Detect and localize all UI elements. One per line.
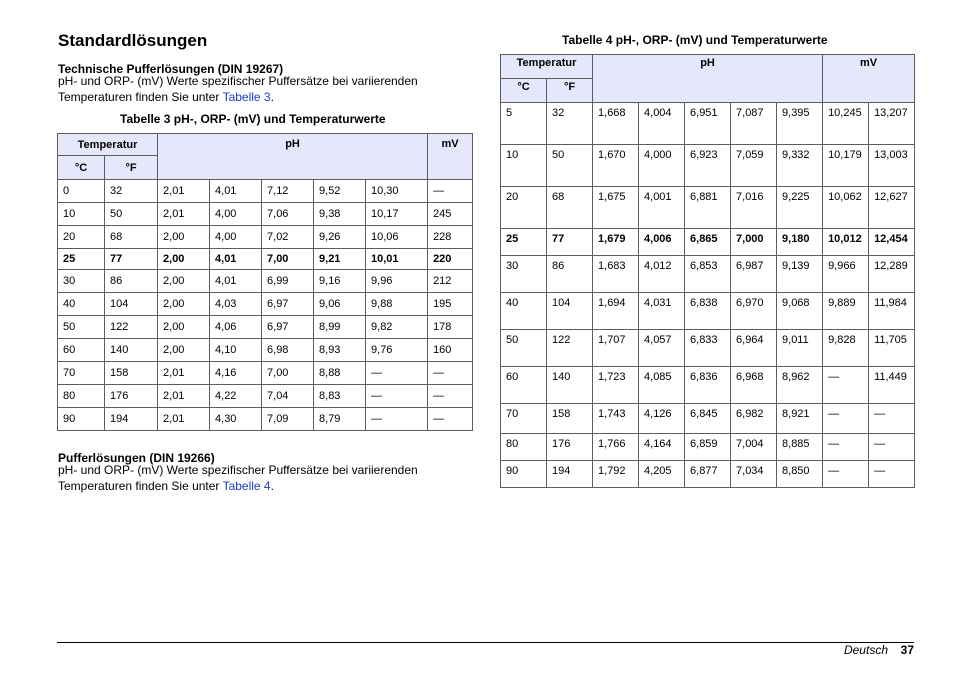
section-heading-buffers: Pufferlösungen (DIN 19266) <box>58 451 215 465</box>
table-cell: 6,982 <box>731 404 777 434</box>
table-row <box>58 339 473 362</box>
table-cell: 4,16 <box>210 362 262 385</box>
table-cell: 6,923 <box>685 145 731 187</box>
table-cell: 4,205 <box>639 461 685 488</box>
table-cell: 4,126 <box>639 404 685 434</box>
table-cell: — <box>823 367 869 404</box>
table-cell: 7,09 <box>262 408 314 431</box>
table-cell: 6,99 <box>262 270 314 293</box>
table-cell: 140 <box>105 339 158 362</box>
table-cell: 11,449 <box>869 367 915 404</box>
table-cell: 176 <box>547 434 593 461</box>
table-cell: — <box>869 434 915 461</box>
table-cell: 9,068 <box>777 293 823 330</box>
table-cell: 9,332 <box>777 145 823 187</box>
table-cell: 7,034 <box>731 461 777 488</box>
table-cell: 4,03 <box>210 293 262 316</box>
table-cell: 7,12 <box>262 180 314 203</box>
table-cell: 68 <box>105 226 158 249</box>
table-row <box>58 385 473 408</box>
footer-language: Deutsch <box>843 643 888 657</box>
table-row <box>501 367 915 404</box>
header-temperature: Temperatur <box>58 134 158 156</box>
table-cell: 6,970 <box>731 293 777 330</box>
table-cell: 1,792 <box>593 461 639 488</box>
table-cell: 2,00 <box>158 226 210 249</box>
link-table-4[interactable]: Tabelle 4 <box>222 478 271 493</box>
table-cell: 6,865 <box>685 229 731 256</box>
table-cell: 6,877 <box>685 461 731 488</box>
table-cell: 12,289 <box>869 256 915 293</box>
table-cell: 4,000 <box>639 145 685 187</box>
table-cell: 32 <box>105 180 158 203</box>
table-cell: 9,16 <box>314 270 366 293</box>
table-cell: 77 <box>547 229 593 256</box>
table-cell: 7,04 <box>262 385 314 408</box>
table-row <box>501 293 915 330</box>
table-cell: 70 <box>501 404 547 434</box>
table-cell: 60 <box>501 367 547 404</box>
table-cell: 6,881 <box>685 187 731 229</box>
table-cell: 50 <box>105 203 158 226</box>
table-cell: 1,723 <box>593 367 639 404</box>
table-cell: 6,97 <box>262 316 314 339</box>
table-cell: 4,012 <box>639 256 685 293</box>
table-cell: — <box>869 461 915 488</box>
table-cell: 80 <box>58 385 105 408</box>
table-cell: 6,951 <box>685 103 731 145</box>
table-cell: 8,885 <box>777 434 823 461</box>
table-cell: 7,016 <box>731 187 777 229</box>
table-4-body <box>501 103 915 488</box>
table-cell: 178 <box>428 316 473 339</box>
table-cell: 30 <box>501 256 547 293</box>
table-cell: 4,30 <box>210 408 262 431</box>
table-cell: 5 <box>501 103 547 145</box>
table-cell: — <box>428 362 473 385</box>
table-4-caption: Tabelle 4 pH-, ORP- (mV) und Temperaturwerte <box>562 33 828 47</box>
table-cell: 1,683 <box>593 256 639 293</box>
table-cell: 80 <box>501 434 547 461</box>
header-ph: pH <box>593 55 823 103</box>
table-cell: 4,00 <box>210 203 262 226</box>
table-cell: 8,88 <box>314 362 366 385</box>
table-cell: 0 <box>58 180 105 203</box>
table-cell: 13,003 <box>869 145 915 187</box>
table-row <box>501 461 915 488</box>
table-cell: 104 <box>105 293 158 316</box>
table-cell: 8,921 <box>777 404 823 434</box>
table-cell: 4,06 <box>210 316 262 339</box>
table-cell: 9,225 <box>777 187 823 229</box>
table-cell: 4,00 <box>210 226 262 249</box>
table-row <box>501 256 915 293</box>
table-cell: 10 <box>501 145 547 187</box>
table-cell: 2,00 <box>158 293 210 316</box>
table-row <box>58 408 473 431</box>
table-cell: 6,987 <box>731 256 777 293</box>
table-cell: 9,828 <box>823 330 869 367</box>
table-cell: 8,99 <box>314 316 366 339</box>
link-table-3[interactable]: Tabelle 3 <box>222 89 271 104</box>
table-cell: 9,88 <box>366 293 428 316</box>
table-cell: 20 <box>58 226 105 249</box>
table-cell: 194 <box>547 461 593 488</box>
table-row <box>58 362 473 385</box>
paragraph-text: pH- und ORP- (mV) Werte spezifischer Puffersätze bei variierenden Temperaturen finden Sie unter <box>58 463 418 493</box>
table-cell: 8,850 <box>777 461 823 488</box>
table-cell: 86 <box>105 270 158 293</box>
table-cell: 70 <box>58 362 105 385</box>
table-cell: 4,01 <box>210 270 262 293</box>
table-cell: 2,01 <box>158 180 210 203</box>
table-cell: 4,006 <box>639 229 685 256</box>
table-cell: 4,01 <box>210 249 262 270</box>
table-cell: — <box>366 362 428 385</box>
table-cell: — <box>823 404 869 434</box>
table-cell: 86 <box>547 256 593 293</box>
table-cell: 1,743 <box>593 404 639 434</box>
table-cell: 1,707 <box>593 330 639 367</box>
table-cell: 8,83 <box>314 385 366 408</box>
table-cell: 4,004 <box>639 103 685 145</box>
header-fahrenheit: °F <box>105 156 158 180</box>
table-cell: 9,96 <box>366 270 428 293</box>
table-cell: 2,01 <box>158 362 210 385</box>
table-cell: 2,00 <box>158 316 210 339</box>
table-cell: 10,17 <box>366 203 428 226</box>
table-cell: 6,97 <box>262 293 314 316</box>
table-cell: 50 <box>58 316 105 339</box>
table-cell: 2,01 <box>158 408 210 431</box>
table-cell: 9,06 <box>314 293 366 316</box>
paragraph-end: . <box>270 89 274 104</box>
table-cell: 2,01 <box>158 385 210 408</box>
page-title: Standardlösungen <box>58 31 208 50</box>
table-cell: 10,012 <box>823 229 869 256</box>
table-cell: 12,627 <box>869 187 915 229</box>
section-text-technical-buffers <box>58 74 478 105</box>
header-temperature: Temperatur <box>501 55 593 79</box>
table-cell: 40 <box>58 293 105 316</box>
table-cell: 30 <box>58 270 105 293</box>
table-cell: 6,859 <box>685 434 731 461</box>
header-mv: mV <box>428 134 473 180</box>
table-cell: 6,838 <box>685 293 731 330</box>
table-cell: — <box>428 180 473 203</box>
table-cell: 1,694 <box>593 293 639 330</box>
table-row <box>58 270 473 293</box>
table-cell: 9,38 <box>314 203 366 226</box>
table-cell: 40 <box>501 293 547 330</box>
table-cell: 12,454 <box>869 229 915 256</box>
table-cell: — <box>366 385 428 408</box>
table-cell: — <box>366 408 428 431</box>
table-cell: 25 <box>58 249 105 270</box>
table-cell: 9,011 <box>777 330 823 367</box>
table-cell: 8,93 <box>314 339 366 362</box>
table-cell: 11,984 <box>869 293 915 330</box>
table-cell: 212 <box>428 270 473 293</box>
table-cell: 104 <box>547 293 593 330</box>
table-cell: 1,670 <box>593 145 639 187</box>
table-cell: — <box>428 385 473 408</box>
table-cell: 10,062 <box>823 187 869 229</box>
table-cell: 10,30 <box>366 180 428 203</box>
table-cell: 4,10 <box>210 339 262 362</box>
table-4 <box>500 54 915 488</box>
table-cell: 6,833 <box>685 330 731 367</box>
table-row <box>58 226 473 249</box>
table-cell: 4,031 <box>639 293 685 330</box>
section-text-buffers <box>58 463 478 494</box>
table-cell: — <box>428 408 473 431</box>
table-cell: 220 <box>428 249 473 270</box>
table-cell: — <box>823 434 869 461</box>
table-cell: 140 <box>547 367 593 404</box>
table-cell: 7,00 <box>262 249 314 270</box>
table-cell: 6,845 <box>685 404 731 434</box>
table-row <box>501 187 915 229</box>
header-celsius: °C <box>501 79 547 103</box>
table-cell: 2,00 <box>158 249 210 270</box>
table-cell: 1,675 <box>593 187 639 229</box>
table-cell: 7,059 <box>731 145 777 187</box>
table-cell: — <box>823 461 869 488</box>
table-cell: 9,889 <box>823 293 869 330</box>
table-row <box>58 316 473 339</box>
table-cell: 1,679 <box>593 229 639 256</box>
table-cell: 122 <box>105 316 158 339</box>
paragraph-text: pH- und ORP- (mV) Werte spezifischer Puffersätze bei variierenden Temperaturen finden Sie unter <box>58 74 418 104</box>
table-cell: 4,164 <box>639 434 685 461</box>
table-cell: 50 <box>501 330 547 367</box>
table-cell: 1,668 <box>593 103 639 145</box>
table-cell: 9,26 <box>314 226 366 249</box>
table-cell: 11,705 <box>869 330 915 367</box>
table-cell: 6,98 <box>262 339 314 362</box>
table-cell: 77 <box>105 249 158 270</box>
table-row <box>501 229 915 256</box>
table-cell: 4,001 <box>639 187 685 229</box>
table-cell: 1,766 <box>593 434 639 461</box>
table-cell: 158 <box>105 362 158 385</box>
table-row <box>501 103 915 145</box>
table-cell: 6,853 <box>685 256 731 293</box>
table-cell: 60 <box>58 339 105 362</box>
table-cell: 4,057 <box>639 330 685 367</box>
table-cell: 122 <box>547 330 593 367</box>
table-cell: 7,000 <box>731 229 777 256</box>
table-cell: 6,964 <box>731 330 777 367</box>
table-row <box>501 404 915 434</box>
table-cell: 9,966 <box>823 256 869 293</box>
table-cell: 10 <box>58 203 105 226</box>
table-cell: 90 <box>501 461 547 488</box>
table-cell: 10,245 <box>823 103 869 145</box>
table-cell: — <box>869 404 915 434</box>
table-cell: 158 <box>547 404 593 434</box>
footer-divider <box>57 642 914 643</box>
table-cell: 160 <box>428 339 473 362</box>
table-row <box>58 249 473 270</box>
table-cell: 7,004 <box>731 434 777 461</box>
table-cell: 176 <box>105 385 158 408</box>
table-row <box>58 293 473 316</box>
header-fahrenheit: °F <box>547 79 593 103</box>
table-cell: 4,22 <box>210 385 262 408</box>
table-cell: 9,82 <box>366 316 428 339</box>
table-3 <box>57 133 473 431</box>
table-cell: 13,207 <box>869 103 915 145</box>
table-row <box>58 180 473 203</box>
table-cell: 7,06 <box>262 203 314 226</box>
table-cell: 228 <box>428 226 473 249</box>
page-number: 37 <box>900 643 914 657</box>
table-cell: 90 <box>58 408 105 431</box>
table-cell: 9,395 <box>777 103 823 145</box>
table-cell: 50 <box>547 145 593 187</box>
paragraph-end: . <box>270 478 274 493</box>
table-cell: 10,179 <box>823 145 869 187</box>
table-3-body <box>58 180 473 431</box>
table-cell: 194 <box>105 408 158 431</box>
table-cell: 25 <box>501 229 547 256</box>
table-cell: 2,00 <box>158 339 210 362</box>
table-cell: 2,01 <box>158 203 210 226</box>
table-cell: 9,180 <box>777 229 823 256</box>
section-heading-technical-buffers: Technische Pufferlösungen (DIN 19267) <box>58 62 284 76</box>
table-row <box>58 203 473 226</box>
table-cell: 9,21 <box>314 249 366 270</box>
table-cell: 8,79 <box>314 408 366 431</box>
table-cell: 9,76 <box>366 339 428 362</box>
table-3-caption: Tabelle 3 pH-, ORP- (mV) und Temperaturwerte <box>120 112 386 126</box>
table-cell: 7,087 <box>731 103 777 145</box>
table-cell: 6,836 <box>685 367 731 404</box>
table-cell: 9,139 <box>777 256 823 293</box>
header-ph: pH <box>158 134 428 180</box>
table-cell: 6,968 <box>731 367 777 404</box>
table-cell: 9,52 <box>314 180 366 203</box>
table-cell: 4,01 <box>210 180 262 203</box>
table-cell: 68 <box>547 187 593 229</box>
table-cell: 2,00 <box>158 270 210 293</box>
table-cell: 195 <box>428 293 473 316</box>
table-cell: 4,085 <box>639 367 685 404</box>
table-cell: 245 <box>428 203 473 226</box>
header-mv: mV <box>823 55 915 103</box>
table-cell: 7,00 <box>262 362 314 385</box>
table-cell: 32 <box>547 103 593 145</box>
table-cell: 7,02 <box>262 226 314 249</box>
table-cell: 20 <box>501 187 547 229</box>
table-row <box>501 330 915 367</box>
table-cell: 8,962 <box>777 367 823 404</box>
table-cell: 10,06 <box>366 226 428 249</box>
table-cell: 10,01 <box>366 249 428 270</box>
table-row <box>501 434 915 461</box>
header-celsius: °C <box>58 156 105 180</box>
table-row <box>501 145 915 187</box>
